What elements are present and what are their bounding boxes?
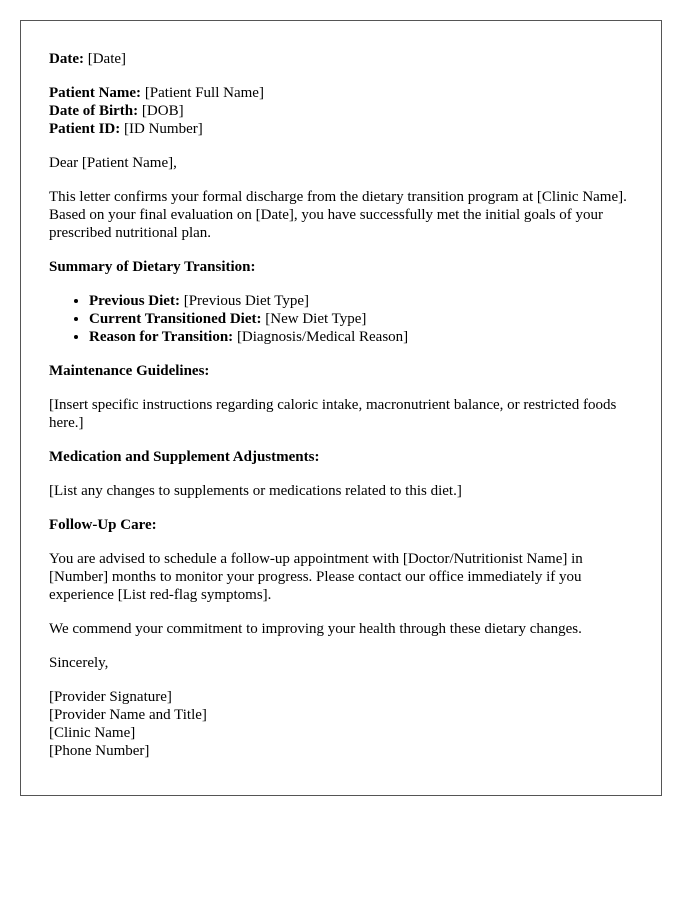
closing-statement: We commend your commitment to improving your health through these dietary changes. (49, 621, 582, 637)
followup-heading: Follow-Up Care: (49, 517, 157, 533)
summary-item-label: Current Transitioned Diet: (89, 311, 262, 327)
summary-item-label: Previous Diet: (89, 293, 180, 309)
summary-item-current-diet (89, 310, 633, 328)
provider-signature: [Provider Signature] (49, 689, 172, 705)
medication-heading: Medication and Supplement Adjustments: (49, 449, 320, 465)
maintenance-heading: Maintenance Guidelines: (49, 363, 210, 379)
phone-number: [Phone Number] (49, 743, 150, 759)
summary-item-value: [New Diet Type] (265, 311, 367, 327)
date-label: Date: (49, 51, 84, 67)
summary-item-label: Reason for Transition: (89, 329, 234, 345)
summary-item-previous-diet (89, 292, 633, 310)
summary-item-value: [Diagnosis/Medical Reason] (236, 329, 409, 345)
dob-line (49, 102, 633, 120)
clinic-name: [Clinic Name] (49, 725, 136, 741)
summary-item-reason (89, 328, 633, 346)
salutation: Dear [Patient Name], (49, 155, 177, 171)
patient-id-line (49, 120, 633, 138)
dob-label: Date of Birth: (49, 103, 139, 119)
summary-heading: Summary of Dietary Transition: (49, 259, 256, 275)
patient-name-value: [Patient Full Name] (144, 85, 264, 101)
patient-name-label: Patient Name: (49, 85, 142, 101)
patient-info (49, 84, 633, 138)
date-line (49, 50, 633, 68)
summary-item-value: [Previous Diet Type] (183, 293, 310, 309)
patient-id-label: Patient ID: (49, 121, 121, 137)
maintenance-text: [Insert specific instructions regarding caloric intake, macronutrient balance, or restricted foods here.] (49, 397, 617, 431)
medication-text: [List any changes to supplements or medications related to this diet.] (49, 483, 462, 499)
signoff: Sincerely, (49, 655, 109, 671)
patient-id-value: [ID Number] (124, 121, 203, 137)
provider-name-title: [Provider Name and Title] (49, 707, 207, 723)
intro-paragraph: This letter confirms your formal discharge from the dietary transition program at [Clinic Name]. Based on your final evaluation on [Date], you have successfully met the initial goals of your prescribed nutritional plan. (49, 189, 627, 241)
discharge-letter (20, 20, 662, 796)
patient-name-line (49, 84, 633, 102)
followup-text: You are advised to schedule a follow-up appointment with [Doctor/Nutritionist Name] in [Number] months to monitor your progress. Please contact our office immediately if you experience [List red-flag symptoms]. (49, 551, 583, 603)
date-value: [Date] (87, 51, 127, 67)
dob-value: [DOB] (141, 103, 184, 119)
summary-list (49, 292, 633, 346)
signature-block (49, 688, 633, 760)
